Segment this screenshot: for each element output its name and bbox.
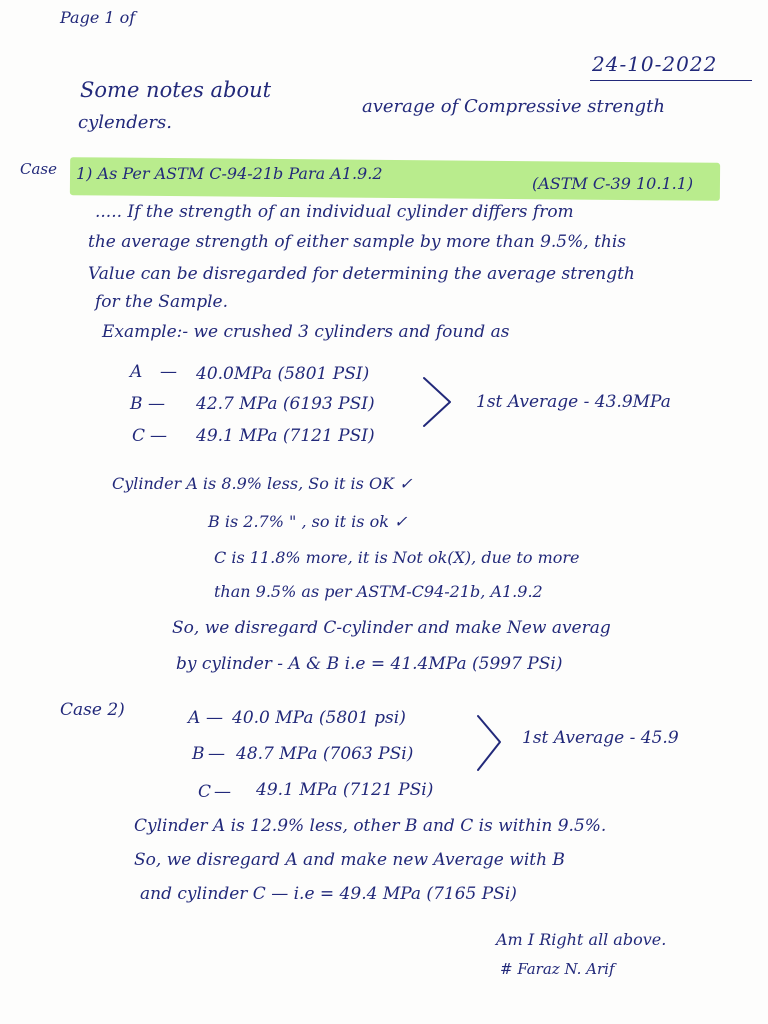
case-1-bracket: [420, 374, 454, 430]
case-1-cylinder-c-dash: —: [150, 426, 167, 446]
example-intro: Example:- we crushed 3 cylinders and found as: [102, 322, 510, 342]
case-2-note-line-1: Cylinder A is 12.9% less, other B and C is within 9.5%.: [134, 816, 607, 836]
quote-line-1: ..... If the strength of an individual cylinder differs from: [95, 202, 574, 222]
case-2-note-line-3: and cylinder C — i.e = 49.4 MPa (7165 PSi): [140, 884, 517, 904]
title-line-1b: average of Compressive strength: [362, 96, 665, 117]
case-1-label: Case: [20, 160, 57, 178]
date-underline: [590, 80, 752, 81]
conclusion-line-1: So, we disregard C-cylinder and make New averag: [172, 618, 611, 638]
case-2-cylinder-b-value: 48.7 MPa (7063 PSi): [236, 744, 414, 764]
case-2-cylinder-b-dash: —: [208, 744, 225, 764]
case-2-cylinder-a-value: 40.0 MPa (5801 psi): [232, 708, 406, 728]
case-1-cylinder-a-value: 40.0MPa (5801 PSI): [196, 364, 370, 384]
case-2-note-line-2: So, we disregard A and make new Average with B: [134, 850, 565, 870]
date: 24-10-2022: [592, 52, 718, 76]
case-2-cylinder-a-dash: —: [206, 708, 223, 728]
case-1-reference: (ASTM C-39 10.1.1): [532, 174, 694, 193]
case-2-average: 1st Average - 45.9: [522, 728, 679, 748]
case-1-cylinder-c-value: 49.1 MPa (7121 PSI): [196, 426, 375, 446]
case-1-cylinder-a-dash: —: [160, 362, 177, 382]
case-1-cylinder-a-id: A: [130, 362, 143, 382]
quote-line-3: Value can be disregarded for determining the average strength: [88, 264, 635, 284]
case-1-cylinder-b-id: B: [130, 394, 143, 414]
case-1-cylinder-b-value: 42.7 MPa (6193 PSI): [196, 394, 375, 414]
case-2-cylinder-b-id: B: [192, 744, 205, 764]
check-line-2: B is 2.7% " , so it is ok ✓: [208, 512, 408, 531]
case-2-cylinder-c-id: C: [198, 782, 212, 802]
quote-line-2: the average strength of either sample by more than 9.5%, this: [88, 232, 627, 252]
title-line-2: cylenders.: [78, 112, 172, 133]
case-1-heading: 1) As Per ASTM C-94-21b Para A1.9.2: [76, 164, 383, 183]
title-line-1a: Some notes about: [80, 78, 272, 102]
check-line-1: Cylinder A is 8.9% less, So it is OK ✓: [112, 474, 413, 493]
case-1-cylinder-c-id: C: [132, 426, 146, 446]
case-2-cylinder-a-id: A: [188, 708, 201, 728]
case-2-bracket: [474, 712, 504, 774]
case-2-label: Case 2): [60, 700, 125, 720]
page-label: Page 1 of: [60, 8, 136, 27]
sign-off-author: # Faraz N. Arif: [500, 960, 615, 978]
case-1-average: 1st Average - 43.9MPa: [476, 392, 671, 412]
case-2-cylinder-c-value: 49.1 MPa (7121 PSi): [256, 780, 434, 800]
sign-off-question: Am I Right all above.: [496, 930, 667, 949]
case-1-cylinder-b-dash: —: [148, 394, 165, 414]
check-line-4: than 9.5% as per ASTM-C94-21b, A1.9.2: [214, 582, 543, 601]
quote-line-4: for the Sample.: [95, 292, 228, 312]
case-2-cylinder-c-dash: —: [214, 782, 231, 802]
check-line-3: C is 11.8% more, it is Not ok(X), due to more: [214, 548, 580, 567]
conclusion-line-2: by cylinder - A & B i.e = 41.4MPa (5997 PSi): [176, 654, 563, 674]
